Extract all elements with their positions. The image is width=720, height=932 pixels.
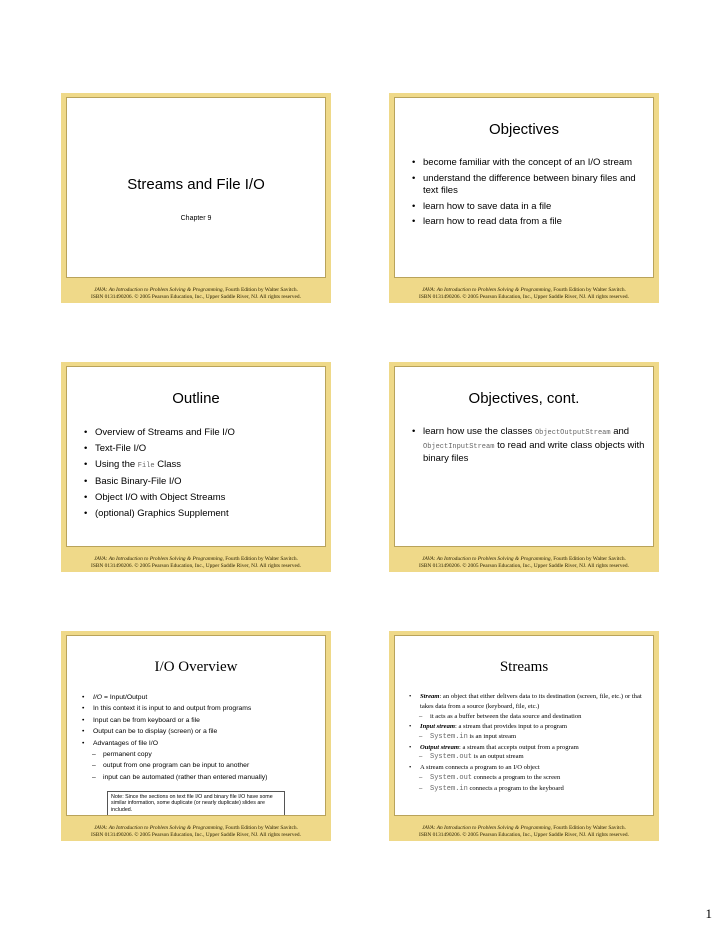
list-item: • Stream: an object that either delivers data to its destination (screen, file, etc.) or that takes data from a source (keyboard, file, etc.) [408,692,648,712]
page-number: 1 [705,906,712,921]
bullet-list [81,692,319,783]
list-item: • learn how to save data in a file [411,201,646,214]
list-item: • Input can be from keyboard or a file [81,715,319,726]
list-subitem: – permanent copy [81,749,319,760]
slide-footer: JAVA: An Introduction to Problem Solving & Programming, Fourth Edition by Walter Savitch. ISBN 0131490206. © 2005 Pearson Education, Inc., Upper Saddle River, NJ. All rights reserved. [91,824,301,838]
slide-footer: JAVA: An Introduction to Problem Solving & Programming, Fourth Edition by Walter Savitch. ISBN 0131490206. © 2005 Pearson Education, Inc., Upper Saddle River, NJ. All rights reserved. [91,555,301,569]
list-subitem: – System.in is an input stream [408,732,648,743]
list-item: • Text-File I/O [83,441,318,457]
slide-5 [61,631,331,841]
list-item: • I/O = Input/Output [81,692,319,703]
slide-4-content [394,366,654,547]
bullet-list [411,426,649,466]
slide-3-content [66,366,326,547]
list-subitem: – System.in connects a program to the keyboard [408,784,648,795]
list-item: • (optional) Graphics Supplement [83,506,318,522]
slide-title: Outline [172,390,220,407]
list-item: • Overview of Streams and File I/O [83,425,318,441]
code-term: System.out [430,774,473,783]
bullet-list [408,692,648,795]
slide-title: Streams and File I/O [127,176,265,193]
list-subitem: – System.out connects a program to the screen [408,773,648,784]
list-item: • Basic Binary-File I/O [83,474,318,490]
list-subitem: – System.out is an output stream [408,752,648,763]
code-term: ObjectOutputStream [534,429,611,437]
slide-5-content [66,635,326,816]
code-term: System.in [430,732,468,741]
note-box: Note: Since the sections on text file I/O and binary file I/O have some similar information, some duplicate (or nearly duplicate) slides are included. [107,791,285,816]
slide-subtitle: Chapter 9 [180,215,212,222]
list-subitem: – it acts as a buffer between the data source and destination [408,712,648,722]
list-item: • learn how use the classes ObjectOutputStream and ObjectInputStream to read and write class objects with binary files [411,426,649,466]
list-subitem: – output from one program can be input to another [81,760,319,771]
bullet-list [83,425,318,522]
list-subitem: – input can be automated (rather than entered manually) [81,772,319,783]
slide-4 [389,362,659,572]
code-term: System.out [430,753,473,762]
slide-2-content [394,97,654,278]
list-item: • Output can be to display (screen) or a file [81,726,319,737]
slide-1-content [66,97,326,278]
code-term: ObjectInputStream [423,442,495,451]
slide-footer: JAVA: An Introduction to Problem Solving & Programming, Fourth Edition by Walter Savitch. ISBN 0131490206. © 2005 Pearson Education, Inc., Upper Saddle River, NJ. All rights reserved. [419,286,629,300]
slide-title: Objectives, cont. [468,390,580,407]
slide-3 [61,362,331,572]
code-term: File [137,461,155,470]
slide-footer: JAVA: An Introduction to Problem Solving & Programming, Fourth Edition by Walter Savitch. ISBN 0131490206. © 2005 Pearson Education, Inc., Upper Saddle River, NJ. All rights reserved. [419,824,629,838]
list-item: • understand the difference between binary files and text files [411,173,646,198]
list-item: • A stream connects a program to an I/O object [408,763,648,773]
code-term: System.in [430,785,468,794]
slide-title: I/O Overview [154,659,238,675]
list-item: • Input stream: a stream that provides input to a program [408,722,648,732]
slide-6 [389,631,659,841]
list-item: • In this context it is input to and output from programs [81,703,319,714]
bullet-list [411,157,646,229]
list-item: • learn how to read data from a file [411,216,646,229]
list-item: • Object I/O with Object Streams [83,490,318,506]
slide-6-content [394,635,654,816]
list-item: • Output stream: a stream that accepts output from a program [408,743,648,753]
slide-1 [61,93,331,303]
list-item: • Using the File Class [83,457,318,475]
slide-title: Objectives [488,121,560,138]
slide-title: Streams [499,659,549,675]
list-item: • become familiar with the concept of an I/O stream [411,157,646,170]
list-item: • Advantages of file I/O [81,738,319,749]
slide-2 [389,93,659,303]
slide-footer: JAVA: An Introduction to Problem Solving & Programming, Fourth Edition by Walter Savitch. ISBN 0131490206. © 2005 Pearson Education, Inc., Upper Saddle River, NJ. All rights reserved. [91,286,301,300]
slide-footer: JAVA: An Introduction to Problem Solving & Programming, Fourth Edition by Walter Savitch. ISBN 0131490206. © 2005 Pearson Education, Inc., Upper Saddle River, NJ. All rights reserved. [419,555,629,569]
